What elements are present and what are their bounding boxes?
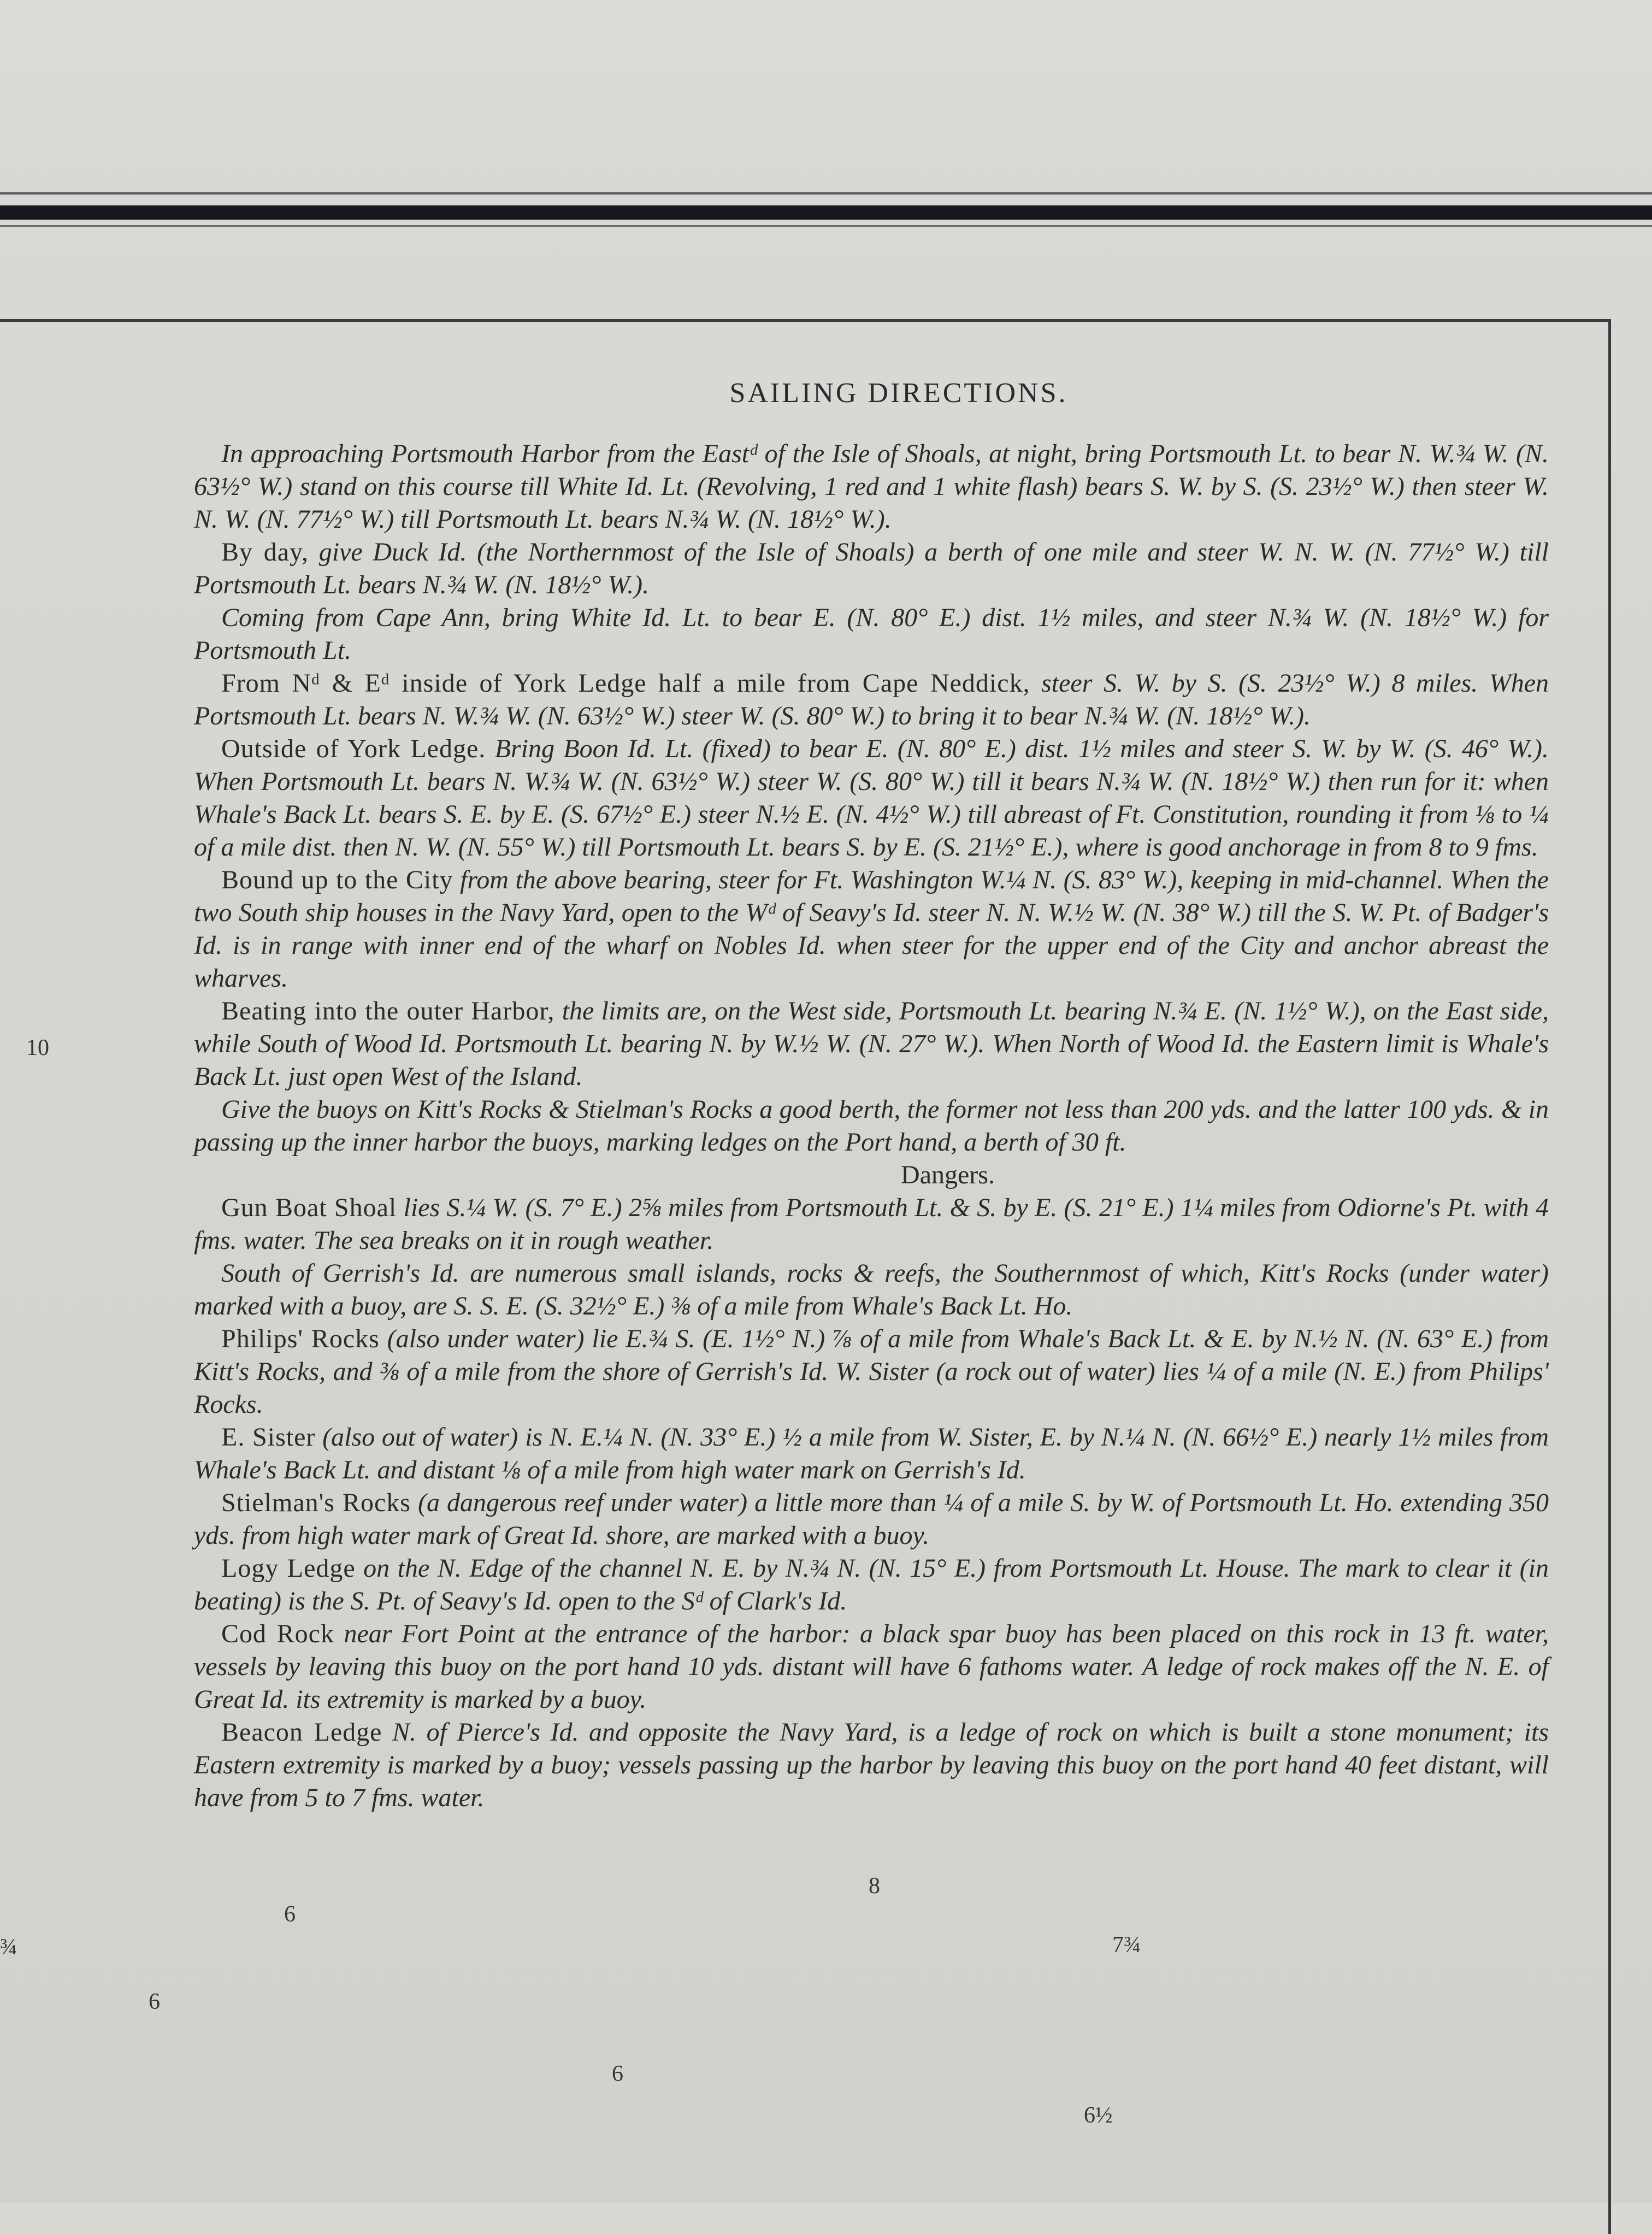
paragraph: [194, 602, 1549, 667]
depth-sounding: 8: [869, 1873, 880, 1899]
paragraph: [194, 536, 1549, 602]
border-rule-inner: [0, 225, 1652, 227]
danger-text: (also under water) lie E.¾ S. (E. 1½° N.) ⅞ of a mile from Whale's Back Lt. & E. by N.½ N. (N. 63° E.) from Kitt's Rocks, and ⅜ of a mile from the shore of Gerrish's Id. W. Sister (a rock out of water) lies ¼ of a mile (N. E.) from Philips' Rocks.: [194, 1324, 1549, 1419]
danger-text: near Fort Point at the entrance of the harbor: a black spar buoy has been placed on this rock in 13 ft. water, vessels by leaving this buoy on the port hand 10 yds. distant will have 6 fathoms water. A ledge of rock makes off the N. E. of Great Id. its extremity is marked by a buoy.: [194, 1619, 1549, 1714]
paragraph-text: from the above bearing, steer for Ft. Washington W.¼ N. (S. 83° W.), keeping in mid-channel. When the two South ship houses in the Navy Yard, open to the Wᵈ of Seavy's Id. steer N. N. W.½ W. (N. 38° W.) till the S. W. Pt. of Badger's Id. is in range with inner end of the wharf on Nobles Id. when steer for the upper end of the City and anchor abreast the wharves.: [194, 865, 1549, 993]
danger-entry: [194, 1323, 1549, 1421]
document-title: SAILING DIRECTIONS.: [729, 378, 1068, 409]
dangers-section: [194, 1192, 1549, 1814]
paragraph-text: give Duck Id. (the Northernmost of the Isle of Shoals) a berth of one mile and steer W. N. W. (N. 77½° W.) till Portsmouth Lt. bears N.¾ W. (N. 18½° W.).: [194, 538, 1549, 599]
danger-text: N. of Pierce's Id. and opposite the Navy Yard, is a ledge of rock on which is built a stone monument; its Eastern extremity is marked by a buoy; vessels passing up the harbor by leaving this buoy on the port hand 40 feet distant, will have from 5 to 7 fms. water.: [194, 1718, 1549, 1812]
paragraph-text: steer S. W. by S. (S. 23½° W.) 8 miles. When Portsmouth Lt. bears N. W.¾ W. (N. 63½° W.) steer W. (S. 80° W.) to bring it to bear N.¾ W. (N. 18½° W.).: [194, 669, 1549, 730]
danger-text: South of Gerrish's Id. are numerous small islands, rocks & reefs, the Southernmost of which, Kitt's Rocks (under water) marked with a buoy, are S. S. E. (S. 32½° E.) ⅜ of a mile from Whale's Back Lt. Ho.: [194, 1259, 1549, 1321]
paragraph-text: the limits are, on the West side, Portsmouth Lt. bearing N.¾ E. (N. 1½° W.), on the East side, while South of Wood Id. Portsmouth Lt. bearing N. by W.½ W. (N. 27° W.). When North of Wood Id. the Eastern limit is Whale's Back Lt. just open West of the Island.: [194, 997, 1549, 1091]
top-margin: [0, 0, 1652, 197]
paragraph-text: In approaching Portsmouth Harbor from the Eastᵈ of the Isle of Shoals, at night, bring Portsmouth Lt. to bear N. W.¾ W. (N. 63½° W.) stand on this course till White Id. Lt. (Revolving, 1 red and 1 white flash) bears S. W. by S. (S. 23½° W.) then steer W. N. W. (N. 77½° W.) till Portsmouth Lt. bears N.¾ W. (N. 18½° W.).: [194, 439, 1549, 534]
danger-name: Gun Boat Shoal: [221, 1193, 397, 1222]
danger-name: Philips' Rocks: [221, 1324, 380, 1353]
paragraph-text: Bring Boon Id. Lt. (fixed) to bear E. (N. 80° E.) dist. 1½ miles and steer S. W. by W. (S. 46° W.). When Portsmouth Lt. bears N. W.¾ W. (N. 63½° W.) steer W. (S. 80° W.) till it bears N.¾ W. (N. 18½° W.) then run for it: when Whale's Back Lt. bears S. E. by E. (S. 67½° E.) steer N.½ E. (N. 4½° W.) till abreast of Ft. Constitution, rounding it from ⅛ to ¼ of a mile dist. then N. W. (N. 55° W.) till Portsmouth Lt. bears S. by E. (S. 21½° E.), where is good anchorage in from 8 to 9 fms.: [194, 734, 1549, 862]
depth-sounding: 6: [284, 1902, 296, 1927]
danger-name: Logy Ledge: [221, 1554, 356, 1583]
danger-entry: [194, 1618, 1549, 1716]
danger-entry: [194, 1421, 1549, 1487]
paragraph-lead: Outside of York Ledge.: [221, 734, 486, 763]
danger-entry: [194, 1552, 1549, 1618]
danger-name: Cod Rock: [221, 1619, 334, 1648]
paragraph: [194, 864, 1549, 995]
depth-sounding: 7¾: [1112, 1932, 1141, 1958]
paragraph-lead: Beating into the outer Harbor,: [221, 997, 555, 1025]
paragraph-lead: Bound up to the City: [221, 865, 453, 894]
danger-name: Beacon Ledge: [221, 1718, 382, 1747]
depth-sounding: ¾: [0, 1935, 17, 1960]
danger-name: Stielman's Rocks: [221, 1488, 411, 1517]
directions-section: [194, 438, 1549, 1159]
depth-sounding: 6: [149, 1989, 160, 2014]
danger-entry: [194, 1257, 1549, 1323]
danger-text: on the N. Edge of the channel N. E. by N.¾ N. (N. 15° E.) from Portsmouth Lt. House. The mark to clear it (in beating) is the S. Pt. of Seavy's Id. open to the Sᵈ of Clark's Id.: [194, 1554, 1549, 1616]
danger-entry: [194, 1716, 1549, 1814]
danger-entry: [194, 1487, 1549, 1552]
paragraph: [194, 995, 1549, 1093]
depth-sounding: 10: [26, 1035, 49, 1060]
dangers-heading: Dangers.: [901, 1160, 995, 1189]
paragraph: [194, 438, 1549, 536]
paragraph: [194, 667, 1549, 733]
danger-entry: [194, 1192, 1549, 1257]
paragraph-lead: By day,: [221, 538, 309, 567]
danger-text: (also out of water) is N. E.¼ N. (N. 33° E.) ½ a mile from W. Sister, E. by N.¼ N. (N. 66½° E.) nearly 1½ miles from Whale's Back Lt. and distant ⅛ of a mile from high water mark on Gerrish's Id.: [194, 1423, 1549, 1484]
sailing-directions-panel: [194, 377, 1549, 1814]
border-rule-thick: [0, 205, 1652, 220]
paragraph: [194, 733, 1549, 864]
paragraph: [194, 1093, 1549, 1159]
paragraph-lead: From Nᵈ & Eᵈ inside of York Ledge half a mile from Cape Neddick,: [221, 669, 1030, 698]
paragraph-text: Give the buoys on Kitt's Rocks & Stielman's Rocks a good berth, the former not less than 200 yds. and the latter 100 yds. & in passing up the inner harbor the buoys, marking ledges on the Port hand, a berth of 30 ft.: [194, 1095, 1549, 1157]
danger-name: E. Sister: [221, 1423, 316, 1452]
danger-text: (a dangerous reef under water) a little more than ¼ of a mile S. by W. of Portsmouth Lt. Ho. extending 350 yds. from high water mark of Great Id. shore, are marked with a buoy.: [194, 1488, 1549, 1550]
depth-sounding: 6: [612, 2061, 623, 2086]
paragraph-text: Coming from Cape Ann, bring White Id. Lt. to bear E. (N. 80° E.) dist. 1½ miles, and steer N.¾ W. (N. 18½° W.) for Portsmouth Lt.: [194, 603, 1549, 665]
danger-text: lies S.¼ W. (S. 7° E.) 2⅝ miles from Portsmouth Lt. & S. by E. (S. 21° E.) 1¼ miles from Odiorne's Pt. with 4 fms. water. The sea breaks on it in rough weather.: [194, 1193, 1549, 1255]
border-rule-thin: [0, 192, 1652, 194]
depth-sounding: 6½: [1084, 2103, 1113, 2128]
